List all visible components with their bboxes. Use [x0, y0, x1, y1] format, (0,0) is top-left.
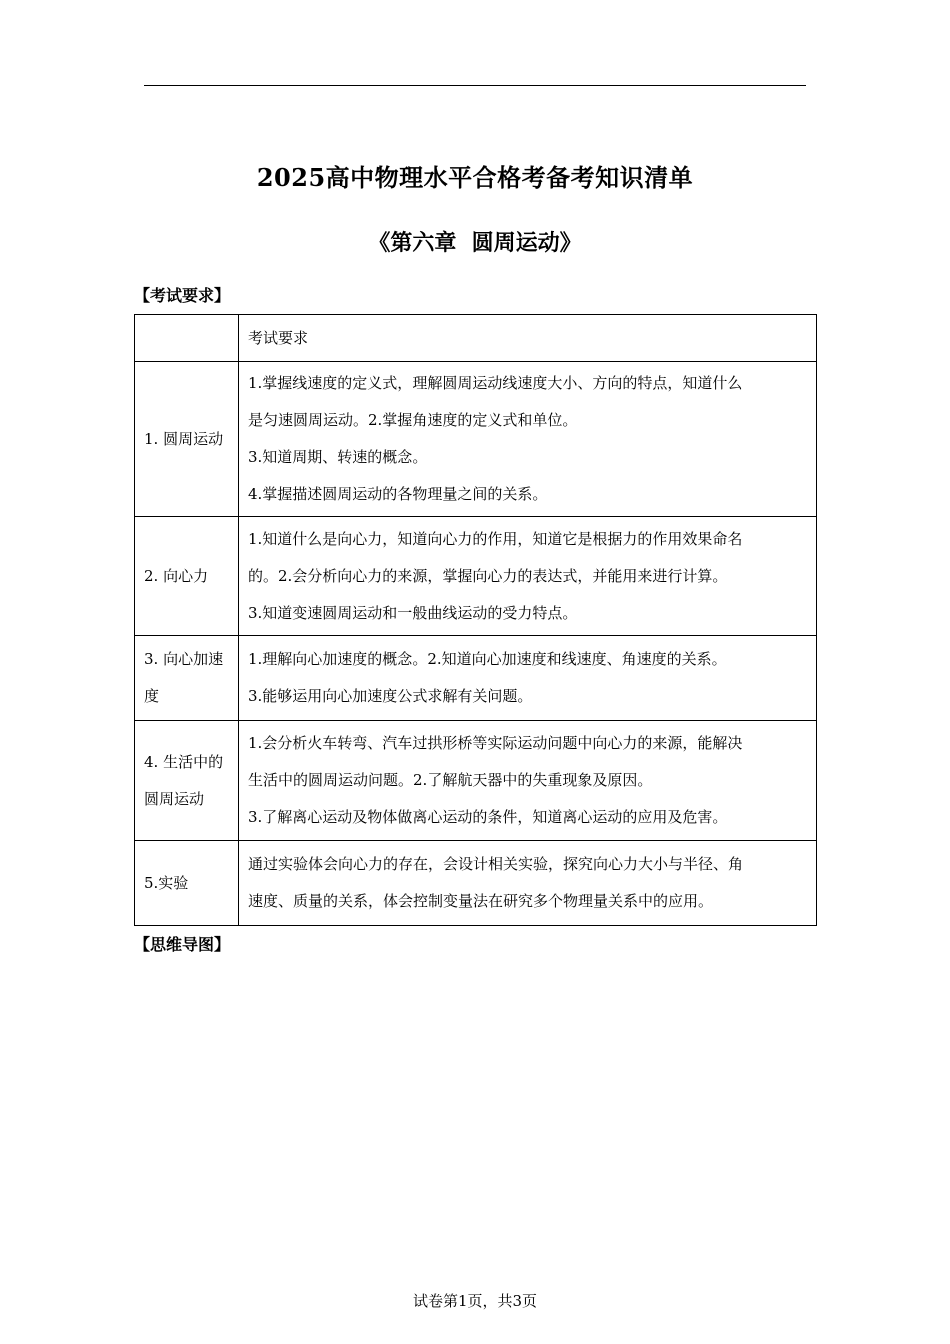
requirement-line: 1.知道什么是向心力，知道向心力的作用，知道它是根据力的作用效果命名 — [248, 529, 743, 548]
requirement-line: 3.能够运用向心加速度公式求解有关问题。 — [248, 687, 533, 705]
page-footer: 试卷第1页，共3页 — [412, 1292, 538, 1310]
requirement-line: 的。2.会分析向心力的来源，掌握向心力的表达式，并能用来进行计算。 — [248, 566, 728, 585]
table-row — [135, 721, 817, 841]
exam-requirements-table — [134, 314, 817, 926]
requirement-line: 1.掌握线速度的定义式，理解圆周运动线速度大小、方向的特点，知道什么 — [248, 374, 743, 392]
section-heading-mind-map: 【思维导图】 — [134, 935, 231, 954]
topic-cell: 1. 圆周运动 — [135, 362, 239, 517]
requirement-line: 通过实验体会向心力的存在，会设计相关实验，探究向心力大小与半径、角 — [248, 855, 744, 873]
requirement-line: 1.会分析火车转弯、汽车过拱形桥等实际运动问题中向心力的来源，能解决 — [248, 734, 743, 752]
requirement-cell — [239, 517, 817, 636]
requirement-cell — [239, 636, 817, 721]
header-rule — [144, 85, 806, 86]
topic-cell: 3. 向心加速度 — [135, 636, 239, 721]
table-row — [135, 517, 817, 636]
requirement-line: 3.了解离心运动及物体做离心运动的条件，知道离心运动的应用及危害。 — [248, 808, 728, 826]
requirement-cell — [239, 841, 817, 926]
table-row — [135, 362, 817, 517]
requirement-line: 1.理解向心加速度的概念。2.知道向心加速度和线速度、角速度的关系。 — [248, 650, 727, 668]
chapter-subtitle: 《第六章 圆周运动》 — [368, 230, 582, 256]
table-row — [135, 636, 817, 721]
requirement-line: 3.知道变速圆周运动和一般曲线运动的受力特点。 — [248, 603, 578, 622]
requirement-line: 3.知道周期、转速的概念。 — [248, 448, 428, 466]
table-header-right-cell — [239, 315, 817, 362]
table-header-row — [135, 315, 817, 362]
document-title: 2025高中物理水平合格考备考知识清单 — [256, 163, 694, 192]
requirement-line: 生活中的圆周运动问题。2.了解航天器中的失重现象及原因。 — [248, 771, 653, 789]
table-header-left-cell — [135, 315, 239, 362]
requirement-cell — [239, 362, 817, 517]
table-row — [135, 841, 817, 926]
topic-cell: 5.实验 — [135, 841, 239, 926]
requirement-line: 速度、质量的关系，体会控制变量法在研究多个物理量关系中的应用。 — [248, 892, 714, 910]
section-heading-exam-requirements: 【考试要求】 — [134, 286, 231, 305]
requirement-line: 4.掌握描述圆周运动的各物理量之间的关系。 — [248, 485, 548, 503]
table-header-label: 考试要求 — [248, 328, 309, 347]
topic-cell: 4. 生活中的圆周运动 — [135, 721, 239, 841]
topic-cell: 2. 向心力 — [135, 517, 239, 636]
requirement-line: 是匀速圆周运动。2.掌握角速度的定义式和单位。 — [248, 411, 578, 429]
requirement-cell — [239, 721, 817, 841]
